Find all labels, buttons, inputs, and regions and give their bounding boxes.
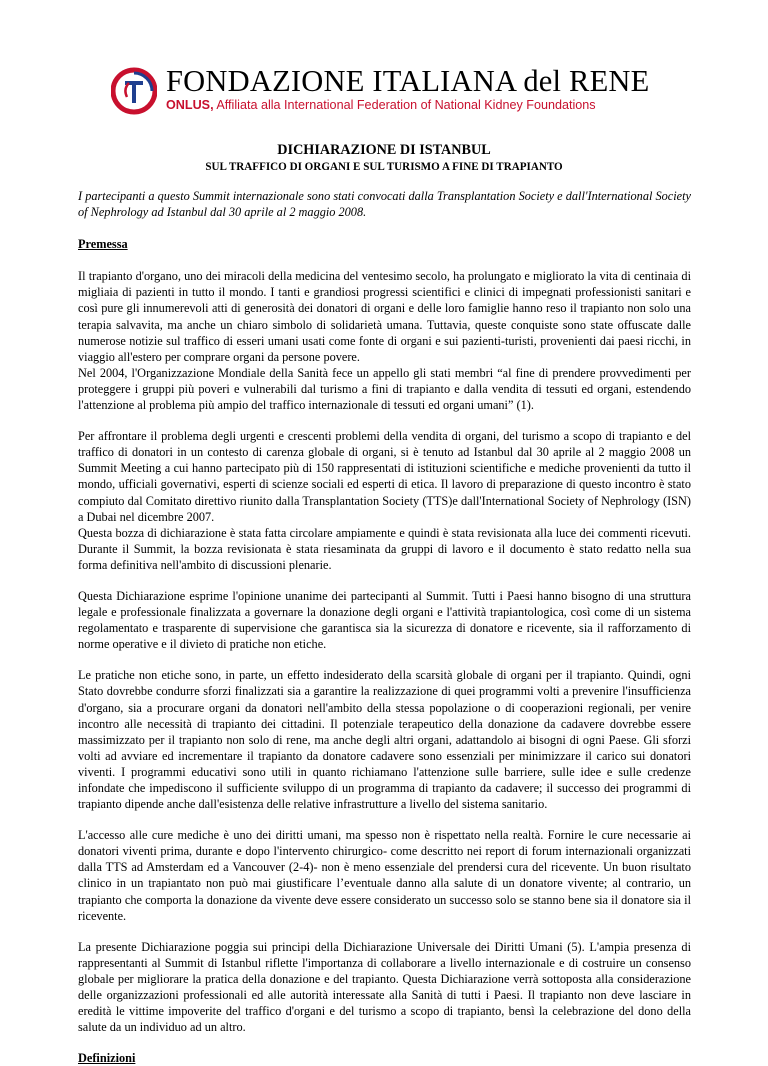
document-body (78, 188, 691, 1066)
body-paragraph: Nel 2004, l'Organizzazione Mondiale della Sanità fece un appello gli stati membri “al fine di prendere provvedimenti per proteggere i gruppi più poveri e vulnerabili dal turismo a fini di trapianto e dalla vendita di tessuti ed organi, estendendo l'attenzione al problema più ampio del traffico internazionale di tessuti ed organi umani” (1). (78, 365, 691, 413)
document-title: DICHIARAZIONE DI ISTANBUL (277, 142, 491, 158)
body-paragraph: Le pratiche non etiche sono, in parte, un effetto indesiderato della scarsità globale di organi per il trapianto. Quindi, ogni Stato dovrebbe condurre sforzi finalizzati sia a garantire la realizzazione di quei programmi volti a prevenire l'insufficienza d'organo, sia a procurare organi da donatori nell'ambito della stessa popolazione o di cooperazioni regionali, per venire incontro alle necessità di trapianto dei cittadini. Il potenziale terapeutico della donazione da cadavere dovrebbe essere massimizzato per il trapianto non solo di rene, ma anche degli altri organi, adattandolo ai bisogni di ogni Paese. Gli sforzi volti ad avviare ed incrementare il trapianto da donatore cadavere sono essenziali per minimizzare il carico sui donatori viventi. I programmi educativi sono utili in quanto richiamano l'attenzione sulle barriere, sulle idee e sulle credenze infondate che impediscono il sufficiente sviluppo di un programma di trapianto da cadavere; il successo dei programmi di trapianto dipende anche dall'esistenza delle relative infrastrutture a livello del sistema sanitario. (78, 668, 691, 812)
document-subtitle: SUL TRAFFICO DI ORGANI E SUL TURISMO A FINE DI TRAPIANTO (205, 161, 563, 173)
body-paragraph: Per affrontare il problema degli urgenti e crescenti problemi della vendita di organi, del turismo a scopo di trapianto e del traffico di donatori in un contesto di carenza globale di organi, si è tenuto ad Istanbul dal 30 aprile al 2 maggio 2008 un Summit Meeting a cui hanno partecipato più di 150 rappresentati di istituzioni scientifiche e mediche provenienti da tutto il mondo, ufficiali governativi, esperti di scienze sociali ed esperti di etica. Il lavoro di preparazione di questo incontro è stato compiuto dal Comitato direttivo riunito dalla Transplantation Society (TTS)e dall'International Society of Nephrology (ISN) a Dubai nel dicembre 2007. (78, 429, 691, 524)
kidney-foundation-logo (111, 67, 157, 115)
affiliation-text: Affiliata alla International Federation of National Kidney Foundations (213, 98, 596, 112)
body-paragraph: Questa bozza di dichiarazione è stata fatta circolare ampiamente e quindi è stata revisionata alla luce dei commenti ricevuti. Durante il Summit, la bozza revisionata è stata riesaminata da gruppi di lavoro e il documento è stato redatto nella sua forma definitiva nell'ambito di discussioni plenarie. (78, 525, 691, 572)
organization-affiliation (166, 98, 596, 112)
section-heading-definizioni: Definizioni (78, 1051, 136, 1066)
section-heading-premessa: Premessa (78, 237, 128, 252)
body-paragraph: Questa Dichiarazione esprime l'opinione unanime dei partecipanti al Summit. Tutti i Paesi hanno bisogno di una struttura legale e professionale finalizzata a governare la donazione degli organi e l'attività trapiantologica, così come di un sistema regolamentato e trasparente di supervisione che garantisca sia la sicurezza di donatore e ricevente, sia il rafforzamento di norme operative e il divieto di pratiche non etiche. (78, 588, 691, 652)
body-paragraph: La presente Dichiarazione poggia sui principi della Dichiarazione Universale dei Diritti Umani (5). L'ampia presenza di rappresentanti al Summit di Istanbul riflette l'importanza di collaborare a livello internazionale e di costruire un consenso globale per migliorare la pratica della donazione e del trapianto. Questa Dichiarazione verrà sottoposta alla considerazione delle organizzazioni professionali ed alle autorità interessate alla Sanità di tutti i Paesi. Il trapianto non deve lasciare in eredità le vittime impoverite del traffico d'organi e del turismo a scopo di trapianto, bensì la celebrazione del dono della salute da un individuo ad un altro. (78, 939, 691, 1035)
intro-paragraph: I partecipanti a questo Summit internazionale sono stati convocati dalla Transplantation Society e dall'International Society of Nephrology ad Istanbul dal 30 aprile al 2 maggio 2008. (78, 189, 691, 220)
organization-title: FONDAZIONE ITALIANA del RENE (166, 64, 650, 98)
onlus-label: ONLUS, (166, 98, 214, 112)
body-paragraph: Il trapianto d'organo, uno dei miracoli della medicina del ventesimo secolo, ha prolungato e migliorato la vita di centinaia di migliaia di pazienti in tutto il mondo. I tanti e grandiosi progressi scientifici e clinici di impegnati professionisti sanitari e così pure gli innumerevoli atti di generosità dei donatori di organi e delle loro famiglie hanno reso il trapianto non solo una terapia salvavita, ma anche un chiaro simbolo di solidarietà umana. Tuttavia, queste conquiste sono state offuscate dalle numerose notizie sul traffico di esseri umani usati come fonte di organi e sui pazienti-turisti, provenienti dai paesi ricchi, in viaggio all'estero per comprare organi da persone povere. (78, 269, 691, 364)
body-paragraph: L'accesso alle cure mediche è uno dei diritti umani, ma spesso non è rispettato nella realtà. Fornire le cure necessarie ai donatori viventi prima, durante e dopo l'intervento chirurgico- come descritto nei report di forum internazionali organizzati dalla TTS ad Amsterdam ed a Vancouver (2-4)- non è meno essenziale del prendersi cura del ricevente. Un buon risultato clinico in un trapiantato non può mai giustificare l’eventuale danno alla salute di un donatore vivente; al contrario, un trapianto che comporta la donazione da vivente deve essere considerato un successo solo se stanno bene sia il donatore sia il ricevente. (78, 828, 691, 923)
